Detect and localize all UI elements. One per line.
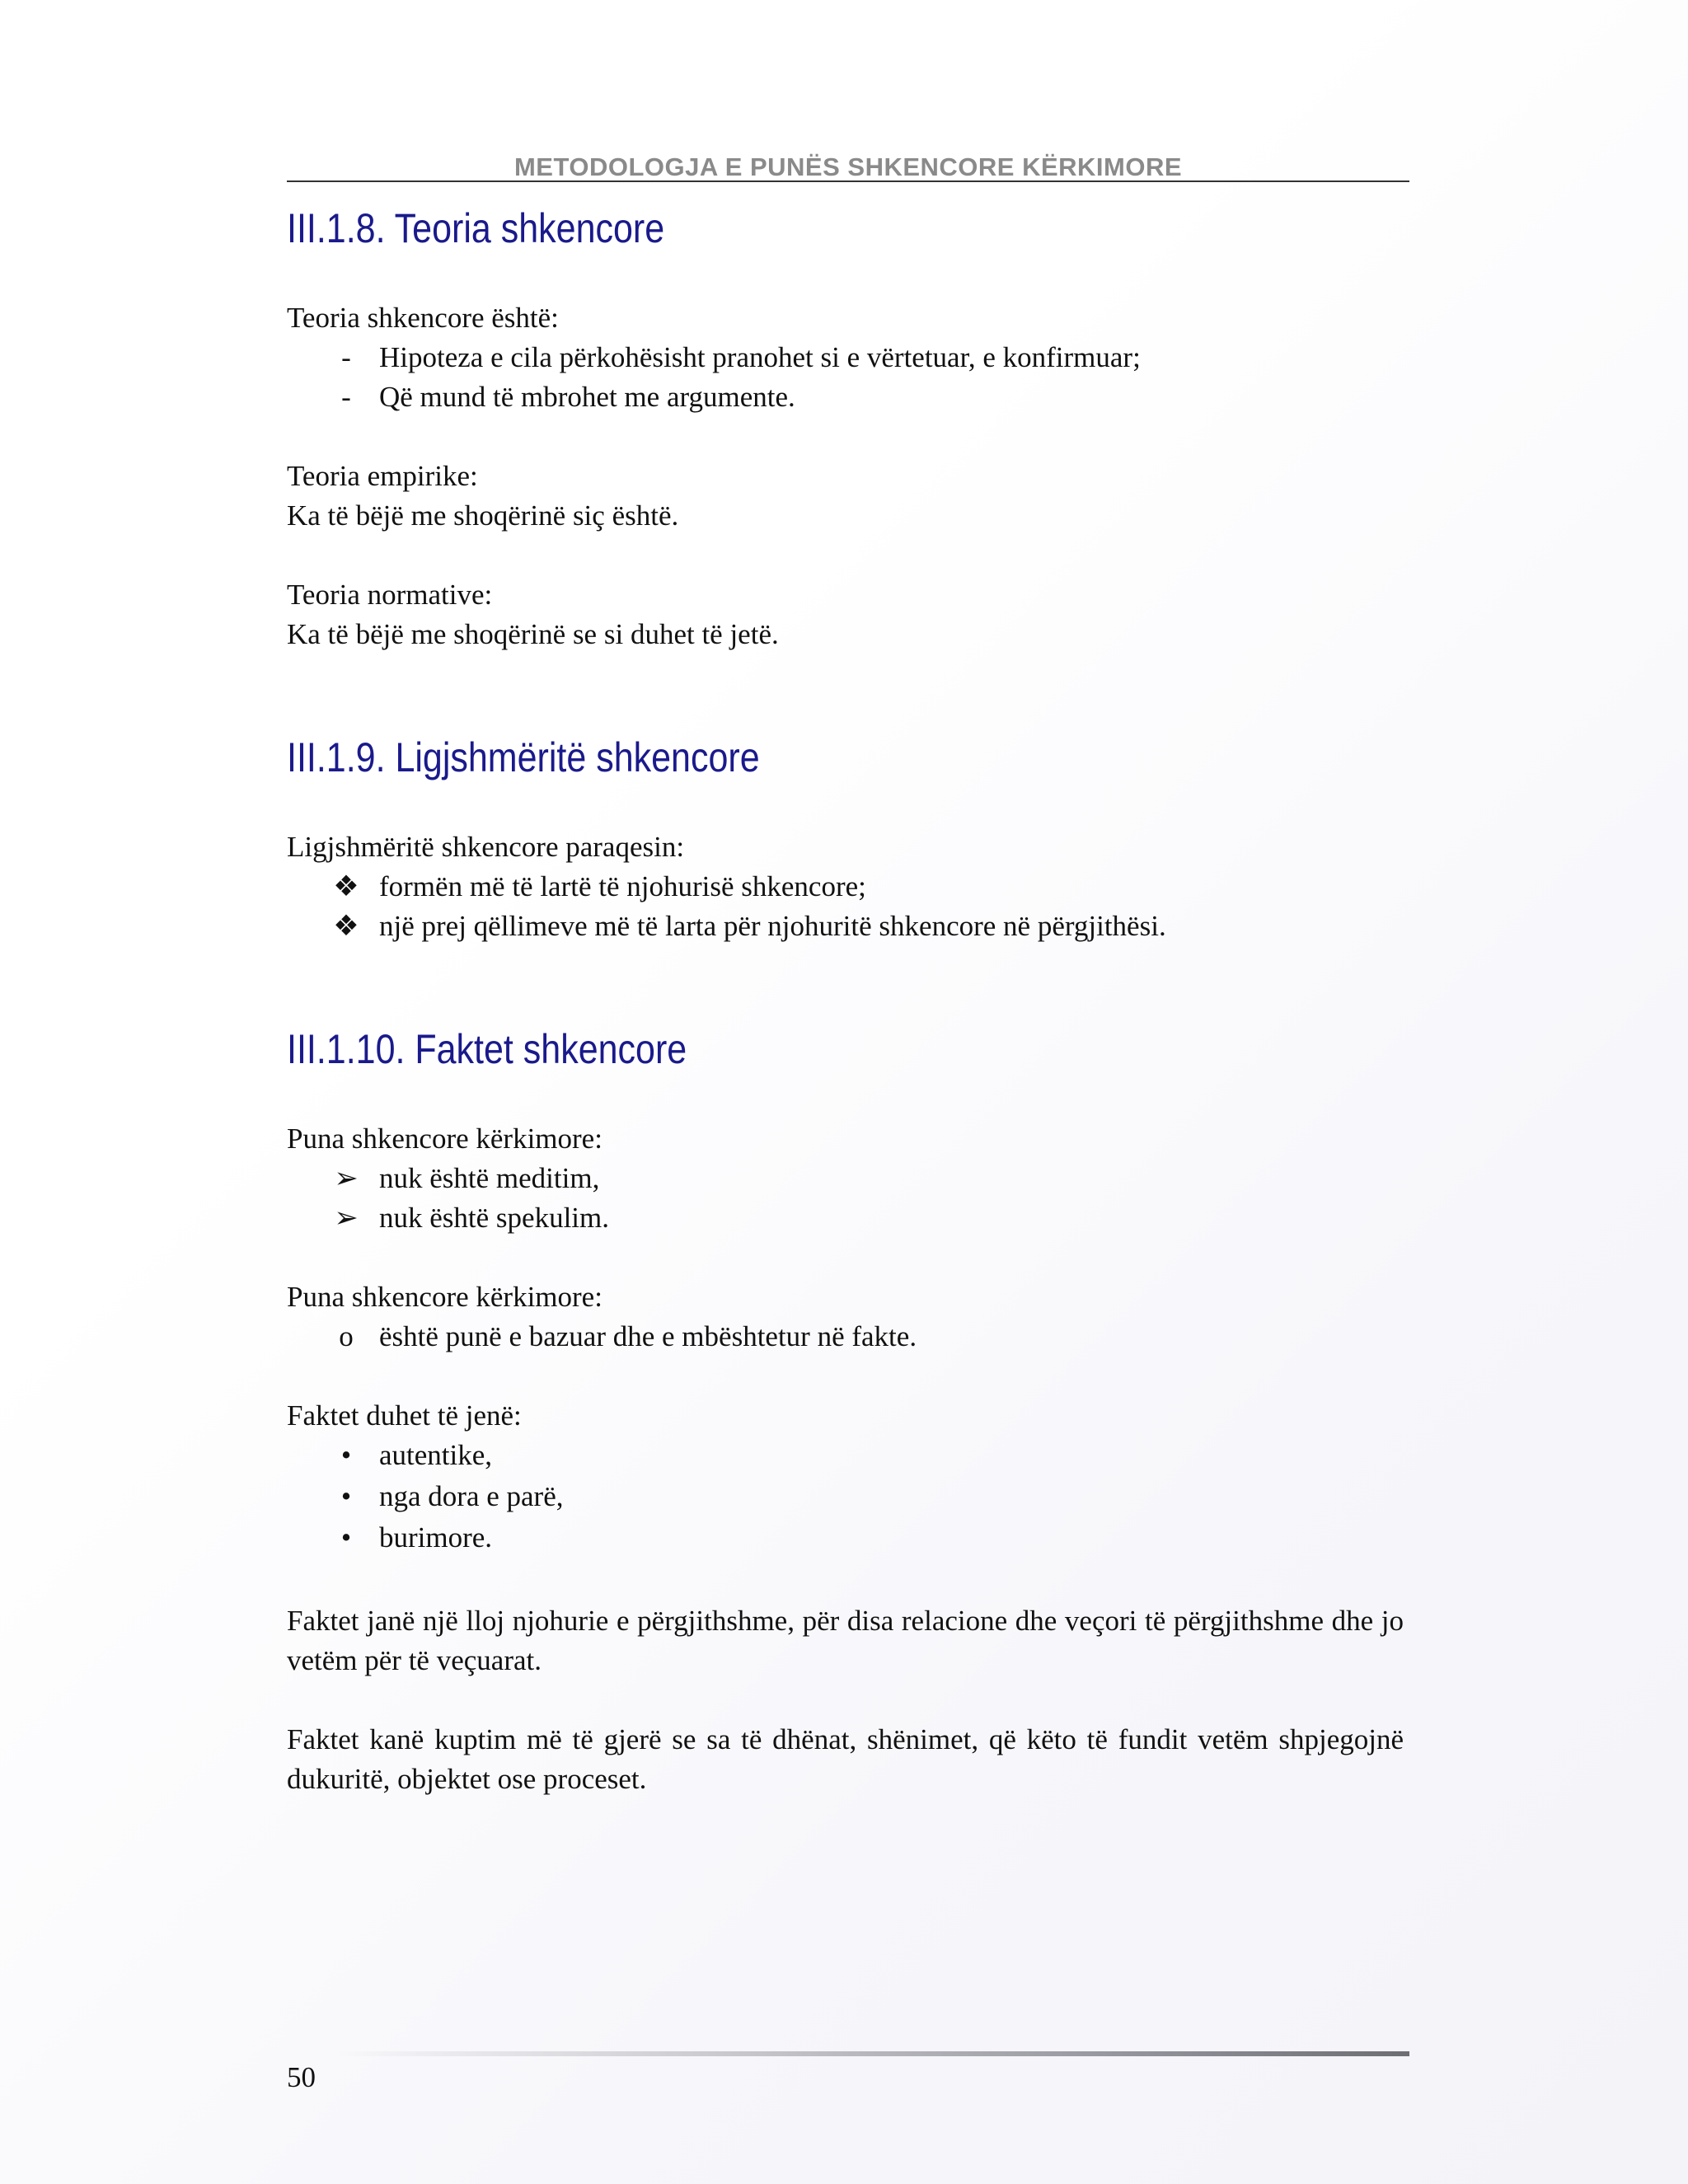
- paragraph-text: Faktet janë një lloj njohurie e përgjithshme, për disa relacione dhe veçori të përgjithshme dhe jo vetëm për të veçuarat.: [287, 1605, 1404, 1676]
- dot-bullet-icon: •: [340, 1439, 352, 1471]
- document-page: [287, 0, 1409, 2184]
- ligjshmerite-block: [287, 827, 1409, 946]
- list-item: [287, 907, 1409, 946]
- list-item: [287, 377, 1409, 417]
- list-item: [287, 867, 1409, 907]
- list-item-text: nga dora e parë,: [379, 1480, 564, 1512]
- list-item-text: autentike,: [379, 1439, 493, 1471]
- paragraph-text: Faktet kanë kuptim më të gjerë se sa të dhënat, shënimet, që këto të fundit vetëm shpjegojnë dukuritë, objektet ose proceset.: [287, 1723, 1404, 1795]
- list-item-text: një prej qëllimeve më të larta për njohuritë shkencore në përgjithësi.: [379, 910, 1166, 942]
- teoria-empirike-block: [287, 457, 1409, 536]
- circle-bullet-icon: o: [339, 1320, 354, 1352]
- ligjshmerite-intro: Ligjshmëritë shkencore paraqesin:: [287, 831, 685, 863]
- list-item-text: Hipoteza e cila përkohësisht pranohet si e vërtetuar, e konfirmuar;: [379, 341, 1141, 373]
- dash-marker: -: [341, 381, 351, 413]
- puna-intro-2: Puna shkencore kërkimore:: [287, 1281, 603, 1313]
- teoria-empirike-label: Teoria empirike:: [287, 460, 478, 492]
- puna-intro-1: Puna shkencore kërkimore:: [287, 1122, 603, 1155]
- puna-eshte-block: [287, 1277, 1409, 1357]
- teoria-normative-text: Ka të bëjë me shoqërinë se si duhet të jetë.: [287, 618, 779, 650]
- arrow-bullet-icon: ➢: [334, 1202, 359, 1234]
- diamond-bullet-icon: ❖: [333, 910, 359, 942]
- list-item: [287, 1317, 1409, 1357]
- ligjshmerite-diamond-list: [287, 867, 1409, 946]
- dot-bullet-icon: •: [340, 1480, 352, 1512]
- section-heading-teoria-shkencore: III.1.8. Teoria shkencore: [287, 205, 665, 251]
- dot-bullet-icon: •: [340, 1521, 352, 1554]
- faktet-intro: Faktet duhet të jenë:: [287, 1399, 522, 1432]
- teoria-empirike-text: Ka të bëjë me shoqërinë siç është.: [287, 499, 679, 532]
- faktet-paragraph-1: [287, 1601, 1404, 1680]
- arrow-bullet-icon: ➢: [334, 1162, 359, 1194]
- list-item-text: Që mund të mbrohet me argumente.: [379, 381, 795, 413]
- list-item: [287, 1436, 1409, 1477]
- teoria-dash-list: [287, 338, 1409, 417]
- list-item: [287, 1477, 1409, 1518]
- puna-circle-list: [287, 1317, 1409, 1357]
- header-rule: [287, 180, 1409, 182]
- list-item: [287, 1159, 1409, 1198]
- list-item: [287, 1518, 1409, 1559]
- list-item-text: burimore.: [379, 1521, 493, 1554]
- faktet-paragraph-2: [287, 1720, 1404, 1799]
- dash-marker: -: [341, 341, 351, 373]
- section-heading-faktet-shkencore: III.1.10. Faktet shkencore: [287, 1026, 687, 1072]
- puna-arrow-list: [287, 1159, 1409, 1238]
- list-item-text: është punë e bazuar dhe e mbështetur në fakte.: [379, 1320, 917, 1352]
- diamond-bullet-icon: ❖: [333, 870, 359, 902]
- faktet-bullet-list: [287, 1436, 1409, 1559]
- faktet-duhet-block: [287, 1396, 1409, 1559]
- teoria-normative-label: Teoria normative:: [287, 579, 493, 611]
- puna-nuk-block: [287, 1119, 1409, 1238]
- footer-rule: [336, 2051, 1409, 2056]
- list-item: [287, 1198, 1409, 1238]
- teoria-intro: Teoria shkencore është:: [287, 302, 559, 334]
- teoria-definition-block: [287, 298, 1409, 417]
- section-heading-ligjshmerite: III.1.9. Ligjshmëritë shkencore: [287, 734, 760, 780]
- list-item: [287, 338, 1409, 377]
- list-item-text: formën më të lartë të njohurisë shkencore;: [379, 870, 866, 902]
- list-item-text: nuk është meditim,: [379, 1162, 600, 1194]
- page-number: 50: [287, 2061, 316, 2093]
- list-item-text: nuk është spekulim.: [379, 1202, 609, 1234]
- teoria-normative-block: [287, 575, 1409, 654]
- running-header: METODOLOGJA E PUNËS SHKENCORE KËRKIMORE: [513, 152, 1183, 181]
